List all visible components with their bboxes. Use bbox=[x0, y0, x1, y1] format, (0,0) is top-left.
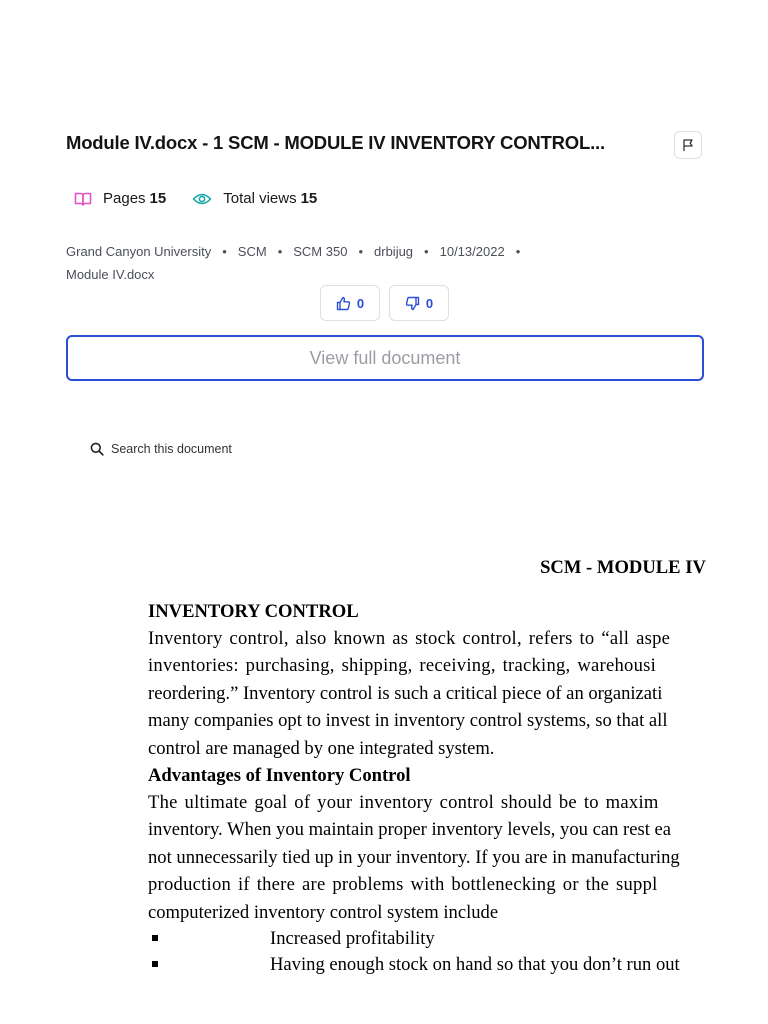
downvote-count: 0 bbox=[425, 295, 434, 311]
search-icon bbox=[90, 442, 104, 456]
bullet-marker-icon bbox=[152, 961, 158, 967]
upvote-count: 0 bbox=[356, 295, 365, 311]
doc-paragraph-line: many companies opt to invest in inventory control systems, so that all bbox=[148, 710, 668, 732]
pages-label: Pages bbox=[103, 190, 146, 207]
meta-school-link[interactable]: Grand Canyon University bbox=[66, 244, 212, 259]
search-placeholder: Search this document bbox=[111, 442, 232, 456]
doc-paragraph-line: The ultimate goal of your inventory control should be to maxim bbox=[148, 792, 659, 814]
doc-paragraph-line: Inventory control, also known as stock control, refers to “all aspe bbox=[148, 628, 671, 649]
pages-stat bbox=[74, 190, 166, 207]
views-label: Total views bbox=[223, 190, 297, 207]
meta-filename: Module IV.docx bbox=[66, 267, 155, 282]
views-stat bbox=[192, 190, 317, 207]
document-title: Module IV.docx - 1 SCM - MODULE IV INVENTORY CONTROL... bbox=[66, 132, 605, 153]
document-search[interactable] bbox=[90, 442, 232, 456]
meta-separator: • bbox=[424, 244, 429, 259]
meta-uploader: drbijug bbox=[374, 244, 414, 259]
doc-paragraph-line: production if there are problems with bottlenecking or the suppl bbox=[148, 874, 658, 896]
thumbs-down-icon bbox=[405, 296, 420, 311]
meta-separator: • bbox=[222, 244, 227, 259]
doc-bullet-text: Having enough stock on hand so that you don’t run out bbox=[270, 954, 680, 976]
doc-heading: INVENTORY CONTROL bbox=[148, 601, 359, 622]
bullet-marker-icon bbox=[152, 935, 158, 941]
meta-course-link[interactable]: SCM 350 bbox=[293, 244, 348, 259]
report-flag-button[interactable] bbox=[674, 131, 702, 159]
meta-date: 10/13/2022 bbox=[439, 244, 505, 259]
upvote-button[interactable] bbox=[320, 285, 380, 321]
book-open-icon bbox=[74, 191, 92, 207]
flag-icon bbox=[681, 138, 695, 152]
doc-paragraph-line: reordering.” Inventory control is such a critical piece of an organizati bbox=[148, 682, 663, 704]
doc-bullet-item bbox=[148, 952, 722, 978]
views-value: 15 bbox=[300, 190, 318, 207]
downvote-button[interactable] bbox=[389, 285, 449, 321]
doc-bullet-item bbox=[148, 926, 722, 952]
meta-separator: • bbox=[515, 244, 521, 259]
doc-paragraph-line: control are managed by one integrated system. bbox=[148, 737, 495, 759]
doc-paragraph-line: not unnecessarily tied up in your inventory. If you are in manufacturing bbox=[148, 846, 680, 868]
eye-icon bbox=[192, 191, 212, 207]
meta-separator: • bbox=[277, 244, 283, 259]
doc-heading: Advantages of Inventory Control bbox=[148, 765, 411, 787]
thumbs-up-icon bbox=[336, 296, 351, 311]
doc-paragraph-line: inventory. When you maintain proper inventory levels, you can rest ea bbox=[148, 819, 672, 841]
doc-paragraph-line: inventories: purchasing, shipping, receiving, tracking, warehousi bbox=[148, 655, 657, 677]
meta-separator: • bbox=[358, 244, 364, 259]
doc-bullet-text: Increased profitability bbox=[270, 928, 435, 950]
document-stats bbox=[74, 190, 343, 207]
pages-value: 15 bbox=[149, 190, 167, 207]
document-metadata bbox=[66, 240, 626, 286]
view-full-document-button[interactable]: View full document bbox=[66, 335, 704, 381]
document-preview bbox=[148, 554, 722, 1000]
vote-row bbox=[320, 285, 458, 321]
doc-paragraph-line: computerized inventory control system include bbox=[148, 901, 499, 923]
doc-title: SCM - MODULE IV bbox=[540, 557, 706, 578]
meta-subject-link[interactable]: SCM bbox=[237, 244, 267, 259]
